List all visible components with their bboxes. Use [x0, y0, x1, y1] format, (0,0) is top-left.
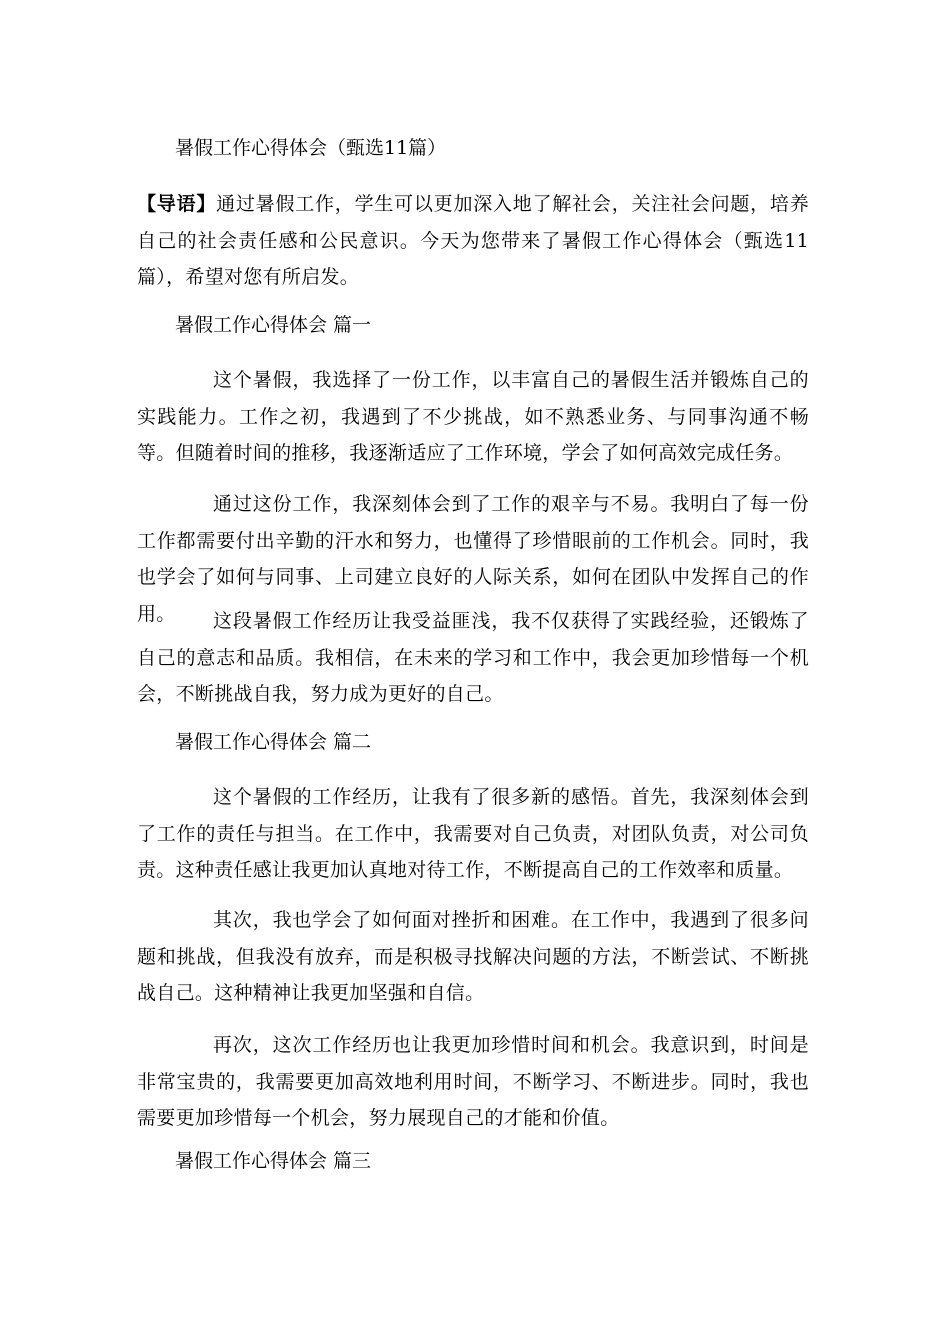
section-2-paragraph-1: 这个暑假的工作经历，让我有了很多新的感悟。首先，我深刻体会到了工作的责任与担当。在工作中，我需要对自己负责，对团队负责，对公司负责。这种责任感让我更加认真地对待工作，不断提高自己的工作效率和质量。 — [137, 786, 809, 881]
intro-text: 通过暑假工作，学生可以更加深入地了解社会，关注社会问题，培养自己的社会责任感和公民意识。今天为您带来了暑假工作心得体会（甄选11篇），希望对您有所启发。 — [137, 193, 809, 288]
intro-paragraph — [137, 186, 809, 296]
section-2-paragraph-2: 其次，我也学会了如何面对挫折和困难。在工作中，我遇到了很多问题和挑战，但我没有放弃，而是积极寻找解决问题的方法，不断尝试、不断挑战自己。这种精神让我更加坚强和自信。 — [137, 909, 809, 1004]
section-heading-3: 暑假工作心得体会 篇三 — [175, 1150, 372, 1172]
section-1-paragraph-2: 通过这份工作，我深刻体会到了工作的艰辛与不易。我明白了每一份工作都需要付出辛勤的汗水和努力，也懂得了珍惜眼前的工作机会。同时，我也学会了如何与同事、上司建立良好的人际关系，如何在团队中发挥自己的作用。 — [137, 493, 809, 625]
section-1-paragraph-1: 这个暑假，我选择了一份工作，以丰富自己的暑假生活并锻炼自己的实践能力。工作之初，我遇到了不少挑战，如不熟悉业务、与同事沟通不畅等。但随着时间的推移，我逐渐适应了工作环境，学会了如何高效完成任务。 — [137, 369, 809, 464]
section-heading-2: 暑假工作心得体会 篇二 — [175, 731, 372, 753]
intro-label: 【导语】 — [137, 193, 217, 215]
section-heading-1: 暑假工作心得体会 篇一 — [175, 314, 372, 336]
section-2-paragraph-3: 再次，这次工作经历也让我更加珍惜时间和机会。我意识到，时间是非常宝贵的，我需要更加高效地利用时间，不断学习、不断进步。同时，我也需要更加珍惜每一个机会，努力展现自己的才能和价值。 — [137, 1034, 809, 1129]
section-1-paragraph-3: 这段暑假工作经历让我受益匪浅，我不仅获得了实践经验，还锻炼了自己的意志和品质。我相信，在未来的学习和工作中，我会更加珍惜每一个机会，不断挑战自我，努力成为更好的自己。 — [137, 610, 809, 705]
document-title: 暑假工作心得体会（甄选11篇） — [175, 137, 447, 159]
